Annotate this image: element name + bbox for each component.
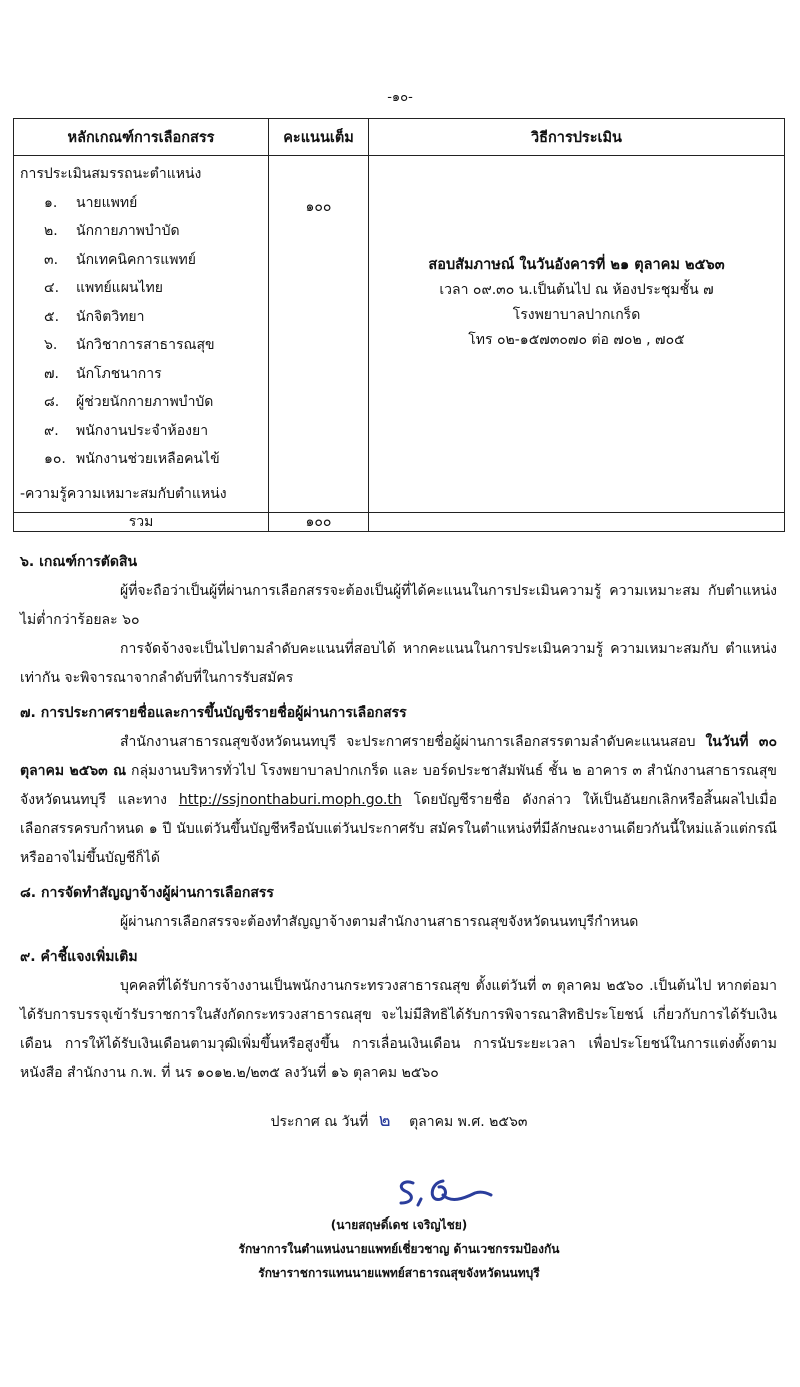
section-7-text: โดยบัญชีรายชื่อ xyxy=(401,792,511,808)
section-6-line: ตำแหน่ง เท่ากัน จะพิจารณาจากลำดับที่ในการรับสมัคร xyxy=(20,641,777,686)
announce-date-bold: ในวันที่ ๓๐ ตุลาคม ๒๕๖๓ ณ xyxy=(20,734,777,779)
position-item xyxy=(20,417,264,446)
position-item xyxy=(20,445,264,474)
criteria-note: -ความรู้ความเหมาะสมกับตำแหน่ง xyxy=(20,485,227,502)
signer-name: (นายสฤษดิ์เดช เจริญไชย) xyxy=(330,1218,468,1232)
position-item xyxy=(20,246,264,275)
position-number: ๖. xyxy=(44,337,58,353)
table-row xyxy=(14,156,785,513)
header-method: วิธีการประเมิน xyxy=(369,119,785,156)
criteria-title: การประเมินสมรรถนะตำแหน่ง xyxy=(20,166,202,182)
signer-title-1: รักษาการในตำแหน่งนายแพทย์เชี่ยวชาญ ด้านเวชกรรมป้องกัน xyxy=(238,1242,560,1256)
position-number: ๒. xyxy=(44,223,58,239)
section-9-heading: ๙. คำชี้แจงเพิ่มเติม xyxy=(20,949,138,965)
section-9 xyxy=(13,943,785,1088)
announcement-date xyxy=(13,1106,785,1137)
section-6-heading: ๖. เกณฑ์การตัดสิน xyxy=(20,554,138,570)
table-header-row xyxy=(14,119,785,156)
method-cell xyxy=(369,156,785,513)
section-9-line: เพื่อประโยชน์ในการแต่งตั้งตามหนังสือ สำนักงาน ก.พ. ที่ นร ๑๐๑๒.๒/๒๓๕ ลงวันที่ ๑๖ ตุลาคม ๒๕๖๐ xyxy=(20,1036,778,1081)
section-7-text: กลุ่มงานบริหารทั่วไป โรงพยาบาลปากเกร็ด และ บอร์ดประชาสัมพันธ์ ชั้น xyxy=(126,763,568,779)
section-6-paragraph xyxy=(20,635,777,693)
section-9-line: บุคคลที่ได้รับการจ้างงานเป็นพนักงานกระทรวงสาธารณสุข ตั้งแต่วันที่ ๓ ตุลาคม ๒๕๖๐ .เป็นต้นไป xyxy=(120,978,712,994)
position-name: นักโภชนาการ xyxy=(76,365,162,382)
position-item xyxy=(20,274,264,303)
section-9-line: เกี่ยวกับการได้รับเงินเดือน การให้ได้รับเงินเดือนตามวุฒิเพิ่มขึ้นหรือสูงขึ้น การเลื่อนเงินเดือน การนับระยะเวลา xyxy=(20,1007,777,1052)
section-6-line: การจัดจ้างจะเป็นไปตามลำดับคะแนนที่สอบได้ หากคะแนนในการประเมินความรู้ ความเหมาะสมกับ xyxy=(120,641,719,657)
section-8 xyxy=(13,879,785,937)
section-7-line: สมัครในตำแหน่งที่มีลักษณะงานเดียวกันนี้ใหม่แล้วแต่กรณี หรืออาจไม่ขึ้นบัญชีก็ได้ xyxy=(20,821,777,866)
position-name: นักกายภาพบำบัด xyxy=(76,223,180,239)
position-name: นักวิชาการสาธารณสุข xyxy=(76,337,215,353)
section-7 xyxy=(13,699,785,873)
position-name: นักจิตวิทยา xyxy=(76,308,145,325)
handwritten-signature xyxy=(391,1173,511,1213)
position-item xyxy=(20,360,264,389)
section-6 xyxy=(13,548,785,693)
position-name: นายแพทย์ xyxy=(76,194,138,211)
section-6-line: กับตำแหน่ง ไม่ต่ำกว่าร้อยละ ๖๐ xyxy=(20,583,778,628)
section-8-heading: ๘. การจัดทำสัญญาจ้างผู้ผ่านการเลือกสรร xyxy=(20,885,274,901)
section-7-paragraph xyxy=(20,728,777,873)
position-item xyxy=(20,189,264,218)
section-7-text: ๒ อาคาร ๓ สำนักงานสาธารณสุขจังหวัดนนทบุรี และทาง xyxy=(20,763,777,808)
section-9-paragraph xyxy=(20,972,777,1088)
position-number: ๘. xyxy=(44,394,60,410)
website-link[interactable]: http://ssjnonthaburi.moph.go.th xyxy=(178,792,402,808)
position-name: พนักงานช่วยเหลือคนไข้ xyxy=(76,451,220,467)
announce-suffix: ตุลาคม พ.ศ. ๒๕๖๓ xyxy=(409,1114,528,1130)
document-body xyxy=(13,118,785,1285)
position-item xyxy=(20,331,264,360)
position-item xyxy=(20,388,264,417)
section-7-line: สำนักงานสาธารณสุขจังหวัดนนทบุรี จะประกาศรายชื่อผู้ผ่านการเลือกสรรตามลำดับคะแนนสอบ xyxy=(120,734,696,750)
position-name: ผู้ช่วยนักกายภาพบำบัด xyxy=(76,394,214,410)
score-cell: ๑๐๐ xyxy=(269,156,369,513)
position-item xyxy=(20,303,264,332)
criteria-cell xyxy=(14,156,269,513)
method-line: สอบสัมภาษณ์ ในวันอังคารที่ ๒๑ ตุลาคม ๒๕๖๓ xyxy=(428,257,725,273)
position-number: ๔. xyxy=(44,280,60,296)
total-row xyxy=(14,513,785,532)
selection-criteria-table xyxy=(13,118,785,532)
section-6-paragraph xyxy=(20,577,777,635)
header-criteria: หลักเกณฑ์การเลือกสรร xyxy=(14,119,269,156)
method-line: โรงพยาบาลปากเกร็ด xyxy=(512,307,641,323)
section-6-line: ผู้ที่จะถือว่าเป็นผู้ที่ผ่านการเลือกสรรจะต้องเป็นผู้ที่ได้คะแนนในการประเมินความรู้ ความเหมาะสม xyxy=(120,583,701,599)
position-number: ๙. xyxy=(44,422,59,439)
section-9-line: หากต่อมาได้รับการบรรจุเข้ารับราชการในสังกัดกระทรวงสาธารณสุข จะไม่มีสิทธิได้รับการพิจารณาสิทธิประโยชน์ xyxy=(20,978,778,1023)
method-line: เวลา ๐๙.๓๐ น.เป็นต้นไป ณ ห้องประชุมชั้น ๗ xyxy=(439,282,714,298)
total-score: ๑๐๐ xyxy=(269,513,369,532)
position-list xyxy=(20,189,264,474)
position-item xyxy=(20,217,264,246)
section-7-line: ดังกล่าว ให้เป็นอันยกเลิกหรือสิ้นผลไปเมื่อเลือกสรรครบกำหนด ๑ ปี นับแต่วันขึ้นบัญชีหรือนับแต่วันประกาศรับ xyxy=(20,792,777,837)
position-number: ๕. xyxy=(44,308,60,325)
position-name: แพทย์แผนไทย xyxy=(76,280,163,296)
position-number: ๑. xyxy=(44,194,58,211)
position-name: นักเทคนิคการแพทย์ xyxy=(76,251,196,268)
section-7-heading: ๗. การประกาศรายชื่อและการขึ้นบัญชีรายชื่อผู้ผ่านการเลือกสรร xyxy=(20,705,407,721)
position-number: ๑๐. xyxy=(44,451,66,467)
announce-prefix: ประกาศ ณ วันที่ xyxy=(270,1114,369,1130)
header-full-score: คะแนนเต็ม xyxy=(269,119,369,156)
total-method-empty xyxy=(369,513,785,532)
position-number: ๗. xyxy=(44,365,59,382)
signer-title-2: รักษาราชการแทนนายแพทย์สาธารณสุขจังหวัดนนทบุรี xyxy=(258,1266,540,1280)
section-8-line: ผู้ผ่านการเลือกสรรจะต้องทำสัญญาจ้างตามสำนักงานสาธารณสุขจังหวัดนนทบุรีกำหนด xyxy=(120,914,639,930)
position-name: พนักงานประจำห้องยา xyxy=(76,422,209,439)
total-label: รวม xyxy=(14,513,269,532)
page-number: -๑๐- xyxy=(387,90,413,105)
announce-day: ๒ xyxy=(378,1110,391,1131)
position-number: ๓. xyxy=(44,251,59,268)
method-line: โทร ๐๒-๑๕๗๓๐๗๐ ต่อ ๗๐๒ , ๗๐๕ xyxy=(468,332,685,348)
